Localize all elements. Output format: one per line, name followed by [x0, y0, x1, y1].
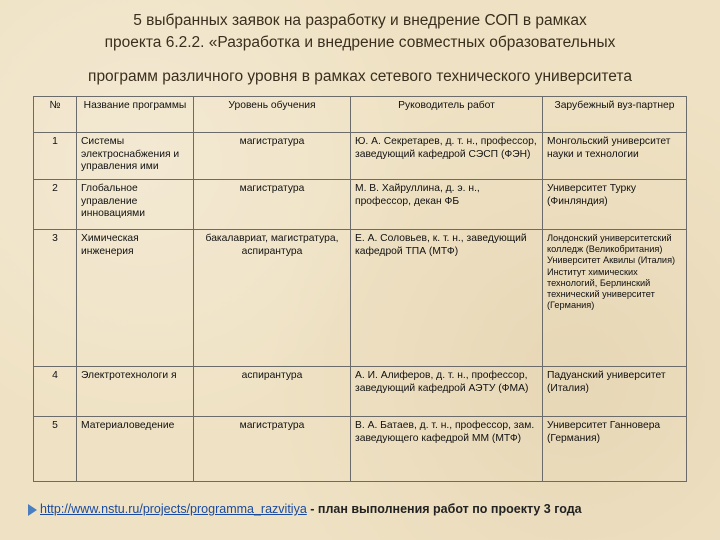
header-num: № — [34, 97, 77, 133]
row-program: Материаловедение — [77, 417, 194, 482]
row-program: Системы электроснабжения и управления ими — [77, 133, 194, 180]
row-level: магистратура — [194, 417, 351, 482]
table-row — [34, 180, 687, 230]
row-partner: Университет Турку (Финляндия) — [543, 180, 687, 230]
footer-note — [28, 502, 708, 516]
program-link[interactable]: http://www.nstu.ru/projects/programma_razvitiya — [40, 502, 307, 516]
arrow-bullet-icon — [28, 504, 37, 516]
row-level: магистратура — [194, 133, 351, 180]
row-num: 5 — [34, 417, 77, 482]
header-partner: Зарубежный вуз-партнер — [543, 97, 687, 133]
header-head: Руководитель работ — [351, 97, 543, 133]
row-head: М. В. Хайруллина, д. э. н., профессор, декан ФБ — [351, 180, 543, 230]
applications-table — [33, 96, 687, 482]
row-head: В. А. Батаев, д. т. н., профессор, зам. заведующего кафедрой ММ (МТФ) — [351, 417, 543, 482]
row-partner: Лондонский университетский колледж (Великобритания) Университет Аквилы (Италия) Институт химических технологий, Берлинский технический университет (Германия) — [543, 230, 687, 367]
row-num: 4 — [34, 367, 77, 417]
title-line-3: программ различного уровня в рамках сетевого технического университета — [88, 68, 632, 85]
row-partner: Падуанский университет (Италия) — [543, 367, 687, 417]
row-partner: Монгольский университет науки и технологии — [543, 133, 687, 180]
row-head: А. И. Алиферов, д. т. н., профессор, заведующий кафедрой АЭТУ (ФМА) — [351, 367, 543, 417]
row-num: 3 — [34, 230, 77, 367]
table-row — [34, 230, 687, 367]
table-row — [34, 133, 687, 180]
row-level: бакалавриат, магистратура, аспирантура — [194, 230, 351, 367]
slide-title — [20, 10, 700, 88]
header-program: Название программы — [77, 97, 194, 133]
row-program: Электротехнологи я — [77, 367, 194, 417]
table-header-row — [34, 97, 687, 133]
row-partner: Университет Ганновера (Германия) — [543, 417, 687, 482]
row-program: Глобальное управление инновациями — [77, 180, 194, 230]
row-program: Химическая инженерия — [77, 230, 194, 367]
header-level: Уровень обучения — [194, 97, 351, 133]
row-num: 1 — [34, 133, 77, 180]
footer-text: - план выполнения работ по проекту 3 года — [306, 502, 582, 516]
table-row — [34, 367, 687, 417]
table-row — [34, 417, 687, 482]
row-head: Ю. А. Секретарев, д. т. н., профессор, заведующий кафедрой СЭСП (ФЭН) — [351, 133, 543, 180]
row-head: Е. А. Соловьев, к. т. н., заведующий кафедрой ТПА (МТФ) — [351, 230, 543, 367]
row-level: аспирантура — [194, 367, 351, 417]
title-line-1: 5 выбранных заявок на разработку и внедрение СОП в рамках — [133, 12, 587, 29]
row-num: 2 — [34, 180, 77, 230]
title-line-2: проекта 6.2.2. «Разработка и внедрение совместных образовательных — [104, 34, 616, 51]
row-level: магистратура — [194, 180, 351, 230]
